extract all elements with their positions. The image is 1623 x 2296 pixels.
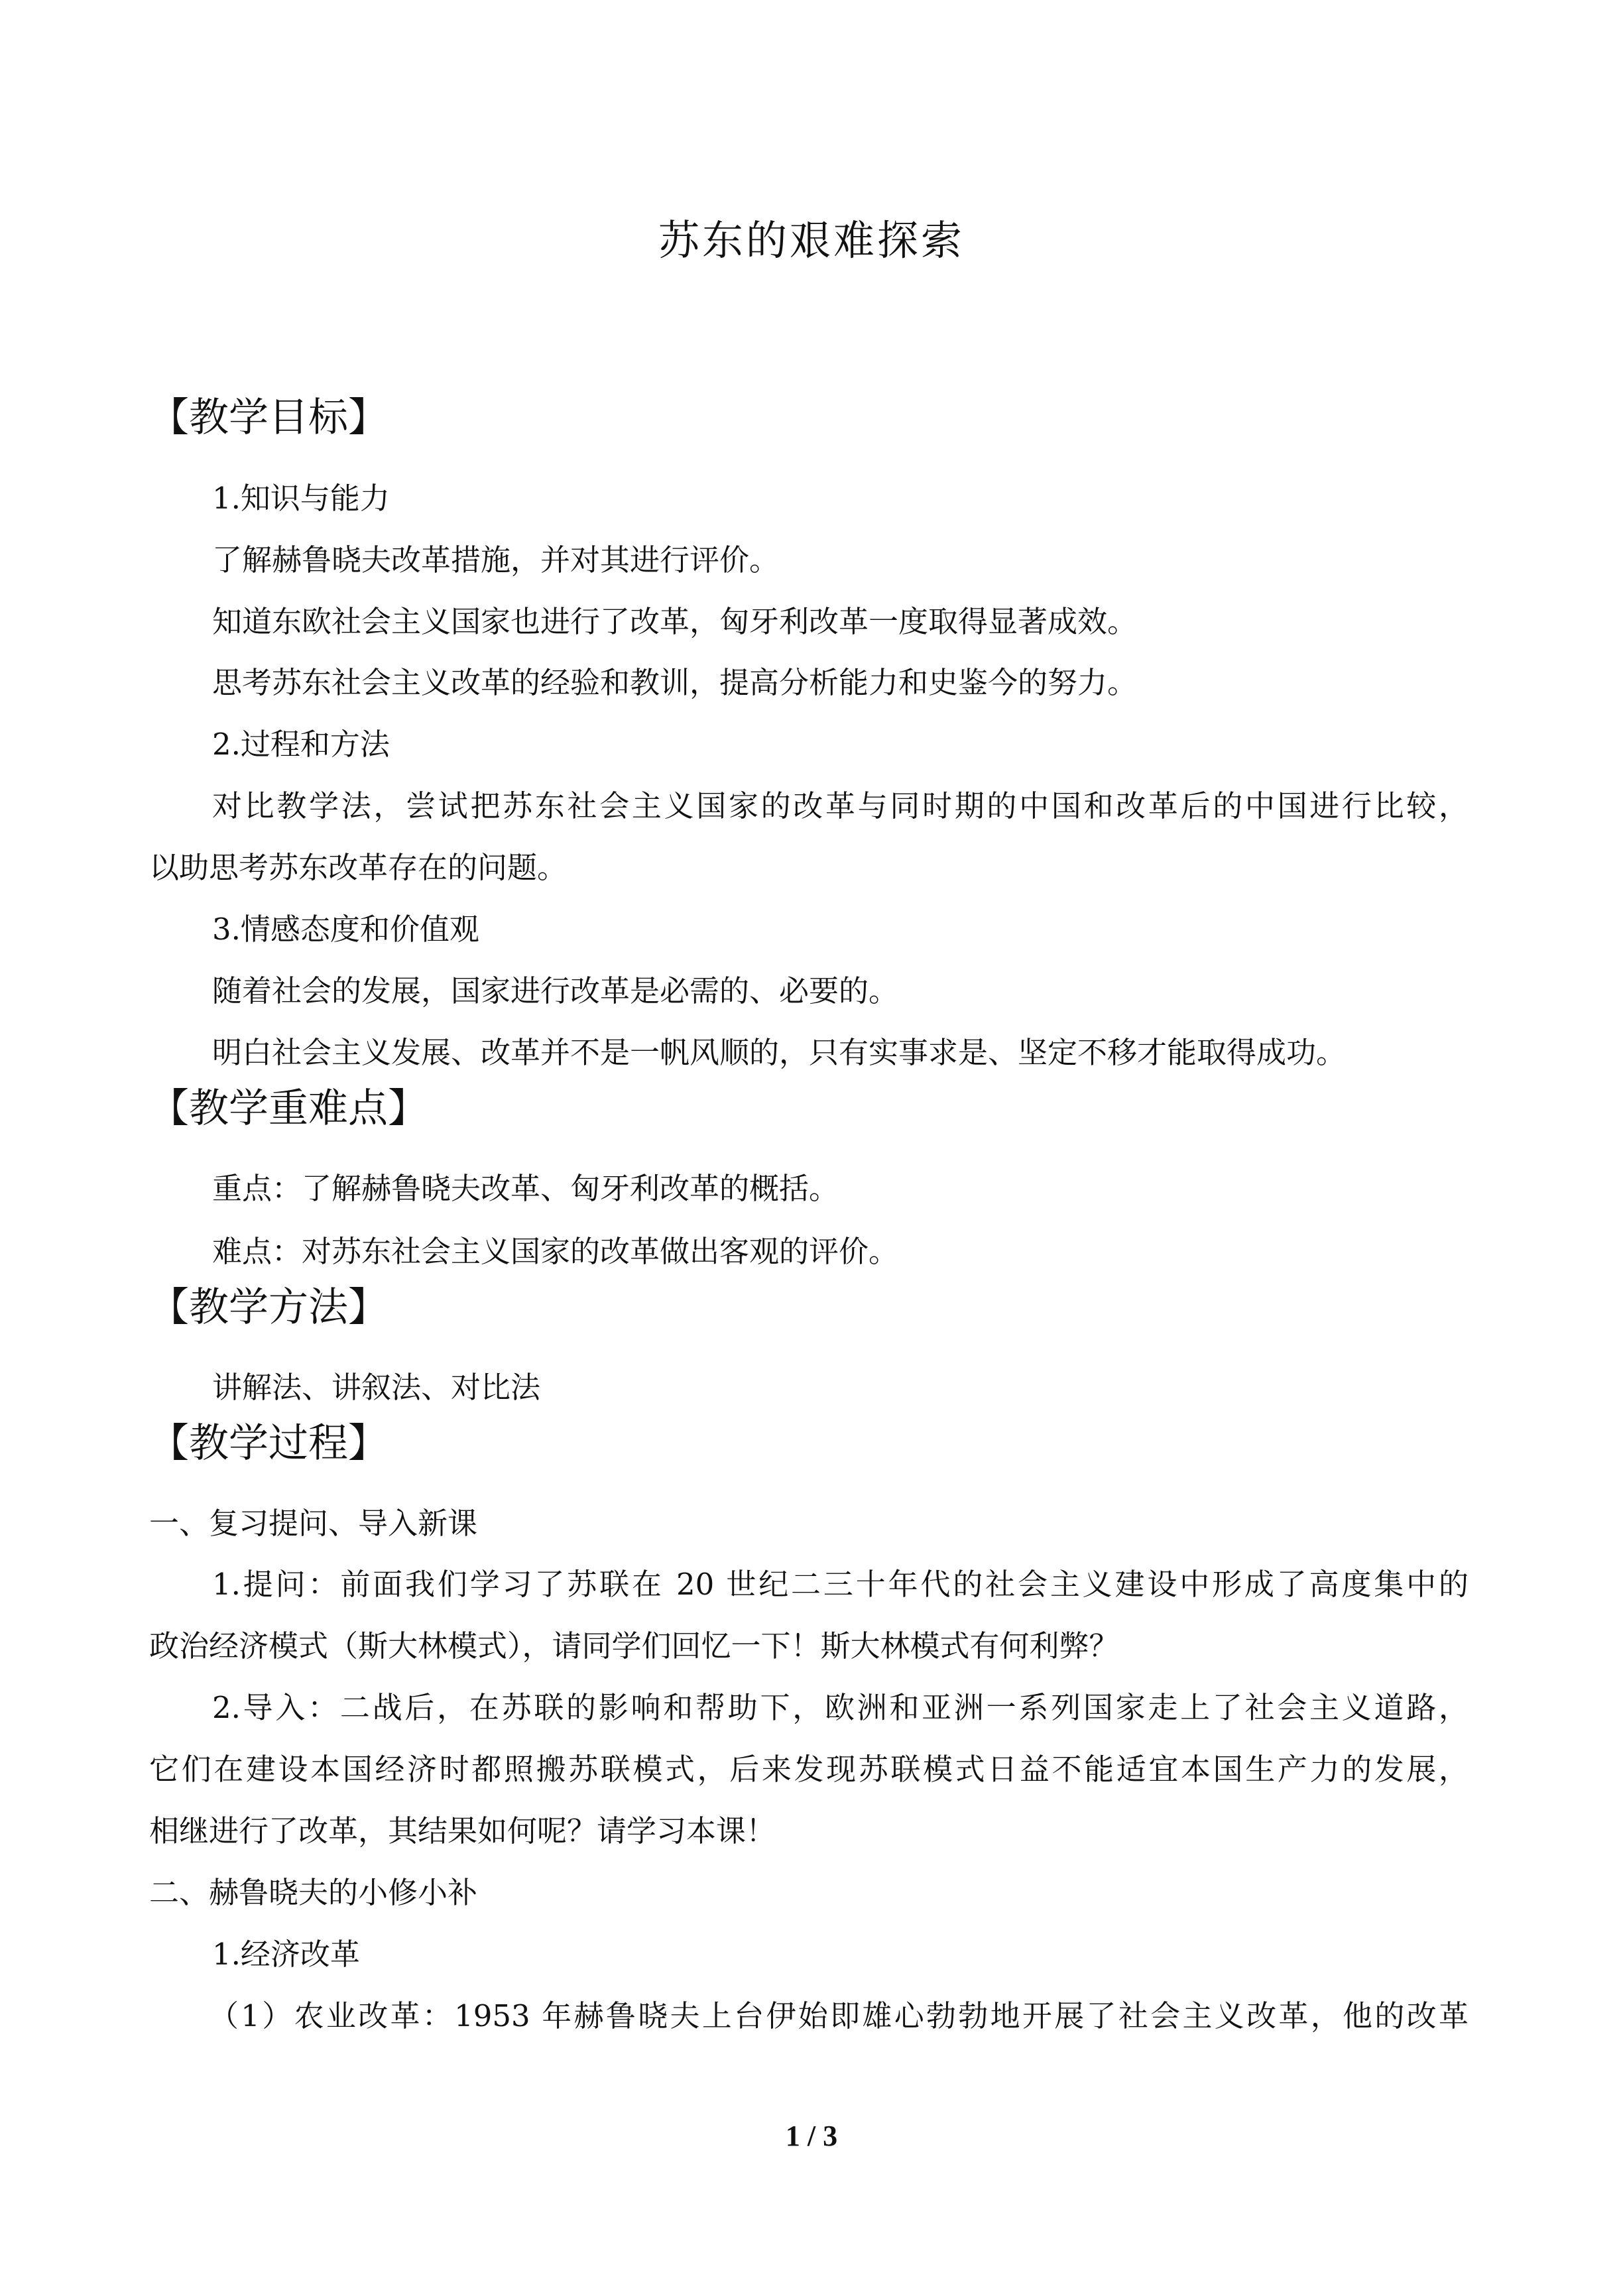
process-line-4: 2.导入：二战后，在苏联的影响和帮助下，欧洲和亚洲一系列国家走上了社会主义道路， bbox=[212, 1690, 1469, 1725]
goals-line-8: 3.情感态度和价值观 bbox=[212, 912, 479, 947]
section-heading-goals: 【教学目标】 bbox=[149, 394, 388, 441]
process-line-1: 一、复习提问、导入新课 bbox=[149, 1506, 478, 1541]
page-number: 1 / 3 bbox=[785, 2120, 838, 2152]
key-points-line-2: 难点：对苏东社会主义国家的改革做出客观的评价。 bbox=[212, 1234, 899, 1269]
process-line-6: 相继进行了改革，其结果如何呢？请学习本课！ bbox=[149, 1813, 776, 1848]
process-line-8: 1.经济改革 bbox=[212, 1937, 360, 1972]
process-line-2: 1.提问：前面我们学习了苏联在 20 世纪二三十年代的社会主义建设中形成了高度集中的 bbox=[212, 1567, 1469, 1602]
document-title: 苏东的艰难探索 bbox=[658, 216, 965, 265]
process-line-7: 二、赫鲁晓夫的小修小补 bbox=[149, 1875, 478, 1910]
goals-line-10: 明白社会主义发展、改革并不是一帆风顺的，只有实事求是、坚定不移才能取得成功。 bbox=[212, 1035, 1347, 1070]
section-heading-process: 【教学过程】 bbox=[149, 1420, 388, 1467]
section-heading-key-points: 【教学重难点】 bbox=[149, 1085, 428, 1132]
process-line-3: 政治经济模式（斯大林模式），请同学们回忆一下！斯大林模式有何利弊？ bbox=[149, 1628, 1119, 1663]
goals-line-6: 对比教学法，尝试把苏东社会主义国家的改革与同时期的中国和改革后的中国进行比较， bbox=[212, 788, 1469, 823]
process-line-9: （1）农业改革：1953 年赫鲁晓夫上台伊始即雄心勃勃地开展了社会主义改革，他的改革 bbox=[209, 1998, 1469, 2033]
key-points-line-1: 重点：了解赫鲁晓夫改革、匈牙利改革的概括。 bbox=[212, 1171, 839, 1206]
section-heading-methods: 【教学方法】 bbox=[149, 1284, 388, 1331]
goals-line-5: 2.过程和方法 bbox=[212, 727, 390, 762]
goals-line-9: 随着社会的发展，国家进行改革是必需的、必要的。 bbox=[212, 973, 899, 1008]
goals-line-7: 以助思考苏东改革存在的问题。 bbox=[149, 850, 568, 885]
goals-line-4: 思考苏东社会主义改革的经验和教训，提高分析能力和史鉴今的努力。 bbox=[212, 665, 1138, 700]
process-line-5: 它们在建设本国经济时都照搬苏联模式，后来发现苏联模式日益不能适宜本国生产力的发展， bbox=[149, 1752, 1469, 1787]
goals-line-2: 了解赫鲁晓夫改革措施，并对其进行评价。 bbox=[212, 542, 780, 577]
goals-line-3: 知道东欧社会主义国家也进行了改革，匈牙利改革一度取得显著成效。 bbox=[212, 604, 1138, 639]
goals-line-1: 1.知识与能力 bbox=[212, 481, 390, 516]
methods-line-1: 讲解法、讲叙法、对比法 bbox=[212, 1370, 541, 1405]
